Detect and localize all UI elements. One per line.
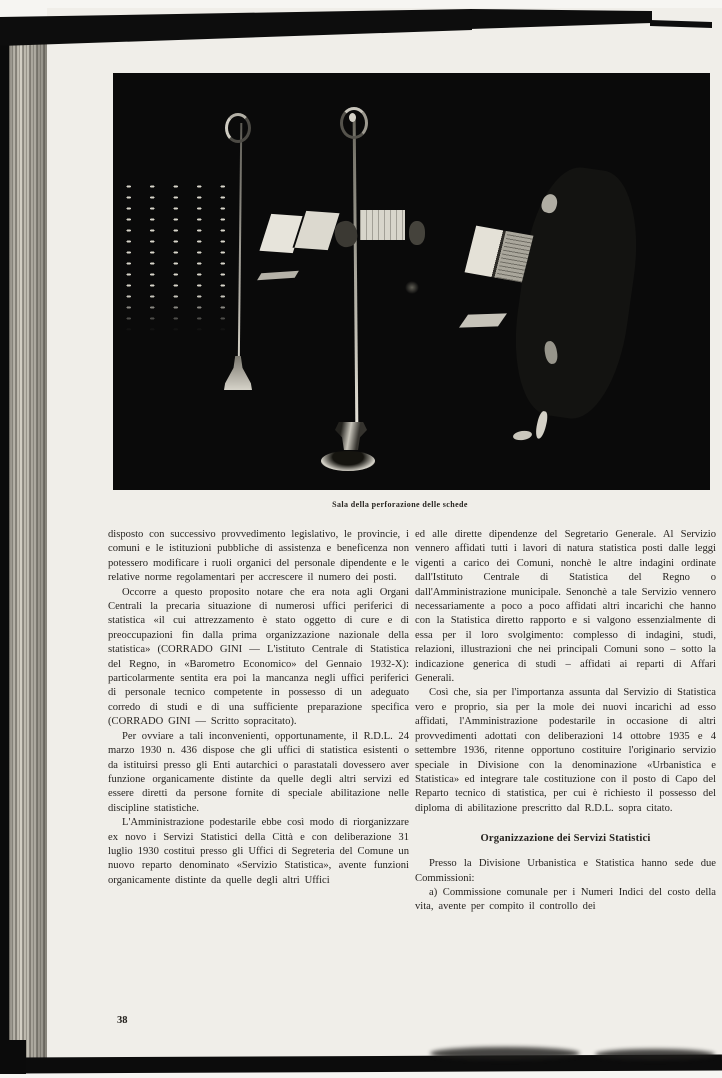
open-ledger <box>465 226 534 283</box>
scan-smudge <box>430 1047 580 1060</box>
lamp-stand-pole <box>353 117 359 429</box>
paragraph: Per ovviare a tali inconvenienti, opportunamente, il R.D.L. 24 marzo 1930 n. 436 dispose che gli uffici di statistica esistenti o da istituirsi presso gli Enti autarchici o parastatali dovessero aver funzione organicamente distinte da quelle degli altri servizi ed essere diretti da persone fornite di speciale abilitazione nelle discipline statistiche. <box>108 730 409 814</box>
scan-smudge <box>595 1049 715 1060</box>
operator-hands <box>409 221 425 245</box>
document-on-desk <box>459 313 507 327</box>
lamp-stand-pole <box>238 123 243 371</box>
paragraph: disposto con successivo provvedimento legislativo, le provincie, i comuni e le istituzioni pubbliche di assistenza e beneficenza non potessero modificare i ruoli organici del personale dipendente e le relative norme regolamentari per accrescere il numero dei posti. <box>108 529 409 584</box>
desk-edge-highlight <box>257 271 299 280</box>
operator-silhouette <box>504 162 648 425</box>
scan-background-corner <box>0 1040 26 1074</box>
dim-highlight <box>405 281 419 294</box>
page-edges-texture <box>9 40 47 1062</box>
punch-card-sheet <box>360 210 405 240</box>
lamp-glint <box>349 113 356 122</box>
scan-background-left <box>0 22 9 1068</box>
operator-shoe <box>512 430 532 442</box>
photo-caption: Sala della perforazione delle schede <box>332 500 468 509</box>
paragraph: a) Commissione comunale per i Numeri Indici del costo della vita, avente per compito il controllo dei <box>415 886 716 913</box>
paragraph: Presso la Divisione Urbanistica e Statistica hanno sede due Commissioni: <box>415 858 716 884</box>
lamp-stand-loop <box>340 107 368 139</box>
operator-leg <box>534 410 549 439</box>
lamp-stand-foot <box>321 451 375 471</box>
photo-punch-card-room <box>113 73 710 490</box>
paragraph: ed alle dirette dipendenze del Segretario Generale. Al Servizio vennero affidati tutti i lavori di natura statistica posti dalle leggi vigenti a carico dei Comuni, nonchè le altre indagini ordinate dall'Istituto Centrale di Statistica del Regno o dall'Amministrazione municipale. Senonchè a tale Servizio vennero necessariamente a poco a poco affidati altri incarichi che hanno con la Statistica diretto rapporto e si valgono essenzialmente di essa per il loro svolgimento: complesso di indagini, studi, relazioni, illustrazioni che nei principali Comuni sono – sotto la indicazione generica di studi – affidati ai reparti di Affari Generali. <box>415 529 716 685</box>
lamp-stand-loop <box>225 113 251 143</box>
punch-card-rack <box>117 181 237 331</box>
lamp-stand-base <box>335 422 367 450</box>
section-heading: Organizzazione dei Servizi Statistici <box>480 833 651 845</box>
book-top-shadow <box>0 0 722 60</box>
lamp-stand-base <box>224 356 252 390</box>
page-number: 38 <box>117 1015 128 1026</box>
paragraph: Così che, sia per l'importanza assunta dal Servizio di Statistica vero e proprio, sia per la mole dei nuovi incarichi ad esso affidati, l'Amministrazione podestarile in occasione di altri provvedimenti adottati con deliberazioni 14 ottobre 1935 e 4 settembre 1936, ritenne opportuno costituire l'originario servizio speciale in Divisione con la denominazione «Urbanistica e Statistica» ed integrare tale costituzione con il posto di Capo del Reparto tecnico di statistica, per cui è richiesto il possesso del diploma di abilitazione prescritto dal R.D.L. sopra citato. <box>415 687 716 814</box>
text-column-left <box>108 528 409 888</box>
paragraph: Occorre a questo proposito notare che era nota agli Organi Centrali la precaria situazione di numerosi uffici periferici di statistica «il cui attrezzamento è stato oggetto di cure e di preoccupazioni fin dalla prima organizzazione nazionale della statistica» (CORRADO GINI — L'istituto Centrale di Statistica del Regno, in «Barometro Economico» del Gennaio 1932-X): particolarmente sentita era poi la mancanza negli uffici periferici di personale tecnico competente in possesso di un adeguato corredo di studi e di una sufficiente preparazione specifica (CORRADO GINI — Scritto sopracitato). <box>108 586 409 728</box>
paragraph: L'Amministrazione podestarile ebbe così modo di riorganizzare ex novo i Servizi Statistici della Città e con deliberazione 31 luglio 1930 costituì presso gli Uffici di Segreteria del Comune un nuovo reparto denominato «Servizio Statistica», avente funzioni organicamente distinte da quelle degli altri Uffici <box>108 817 409 886</box>
text-column-right <box>415 528 716 915</box>
